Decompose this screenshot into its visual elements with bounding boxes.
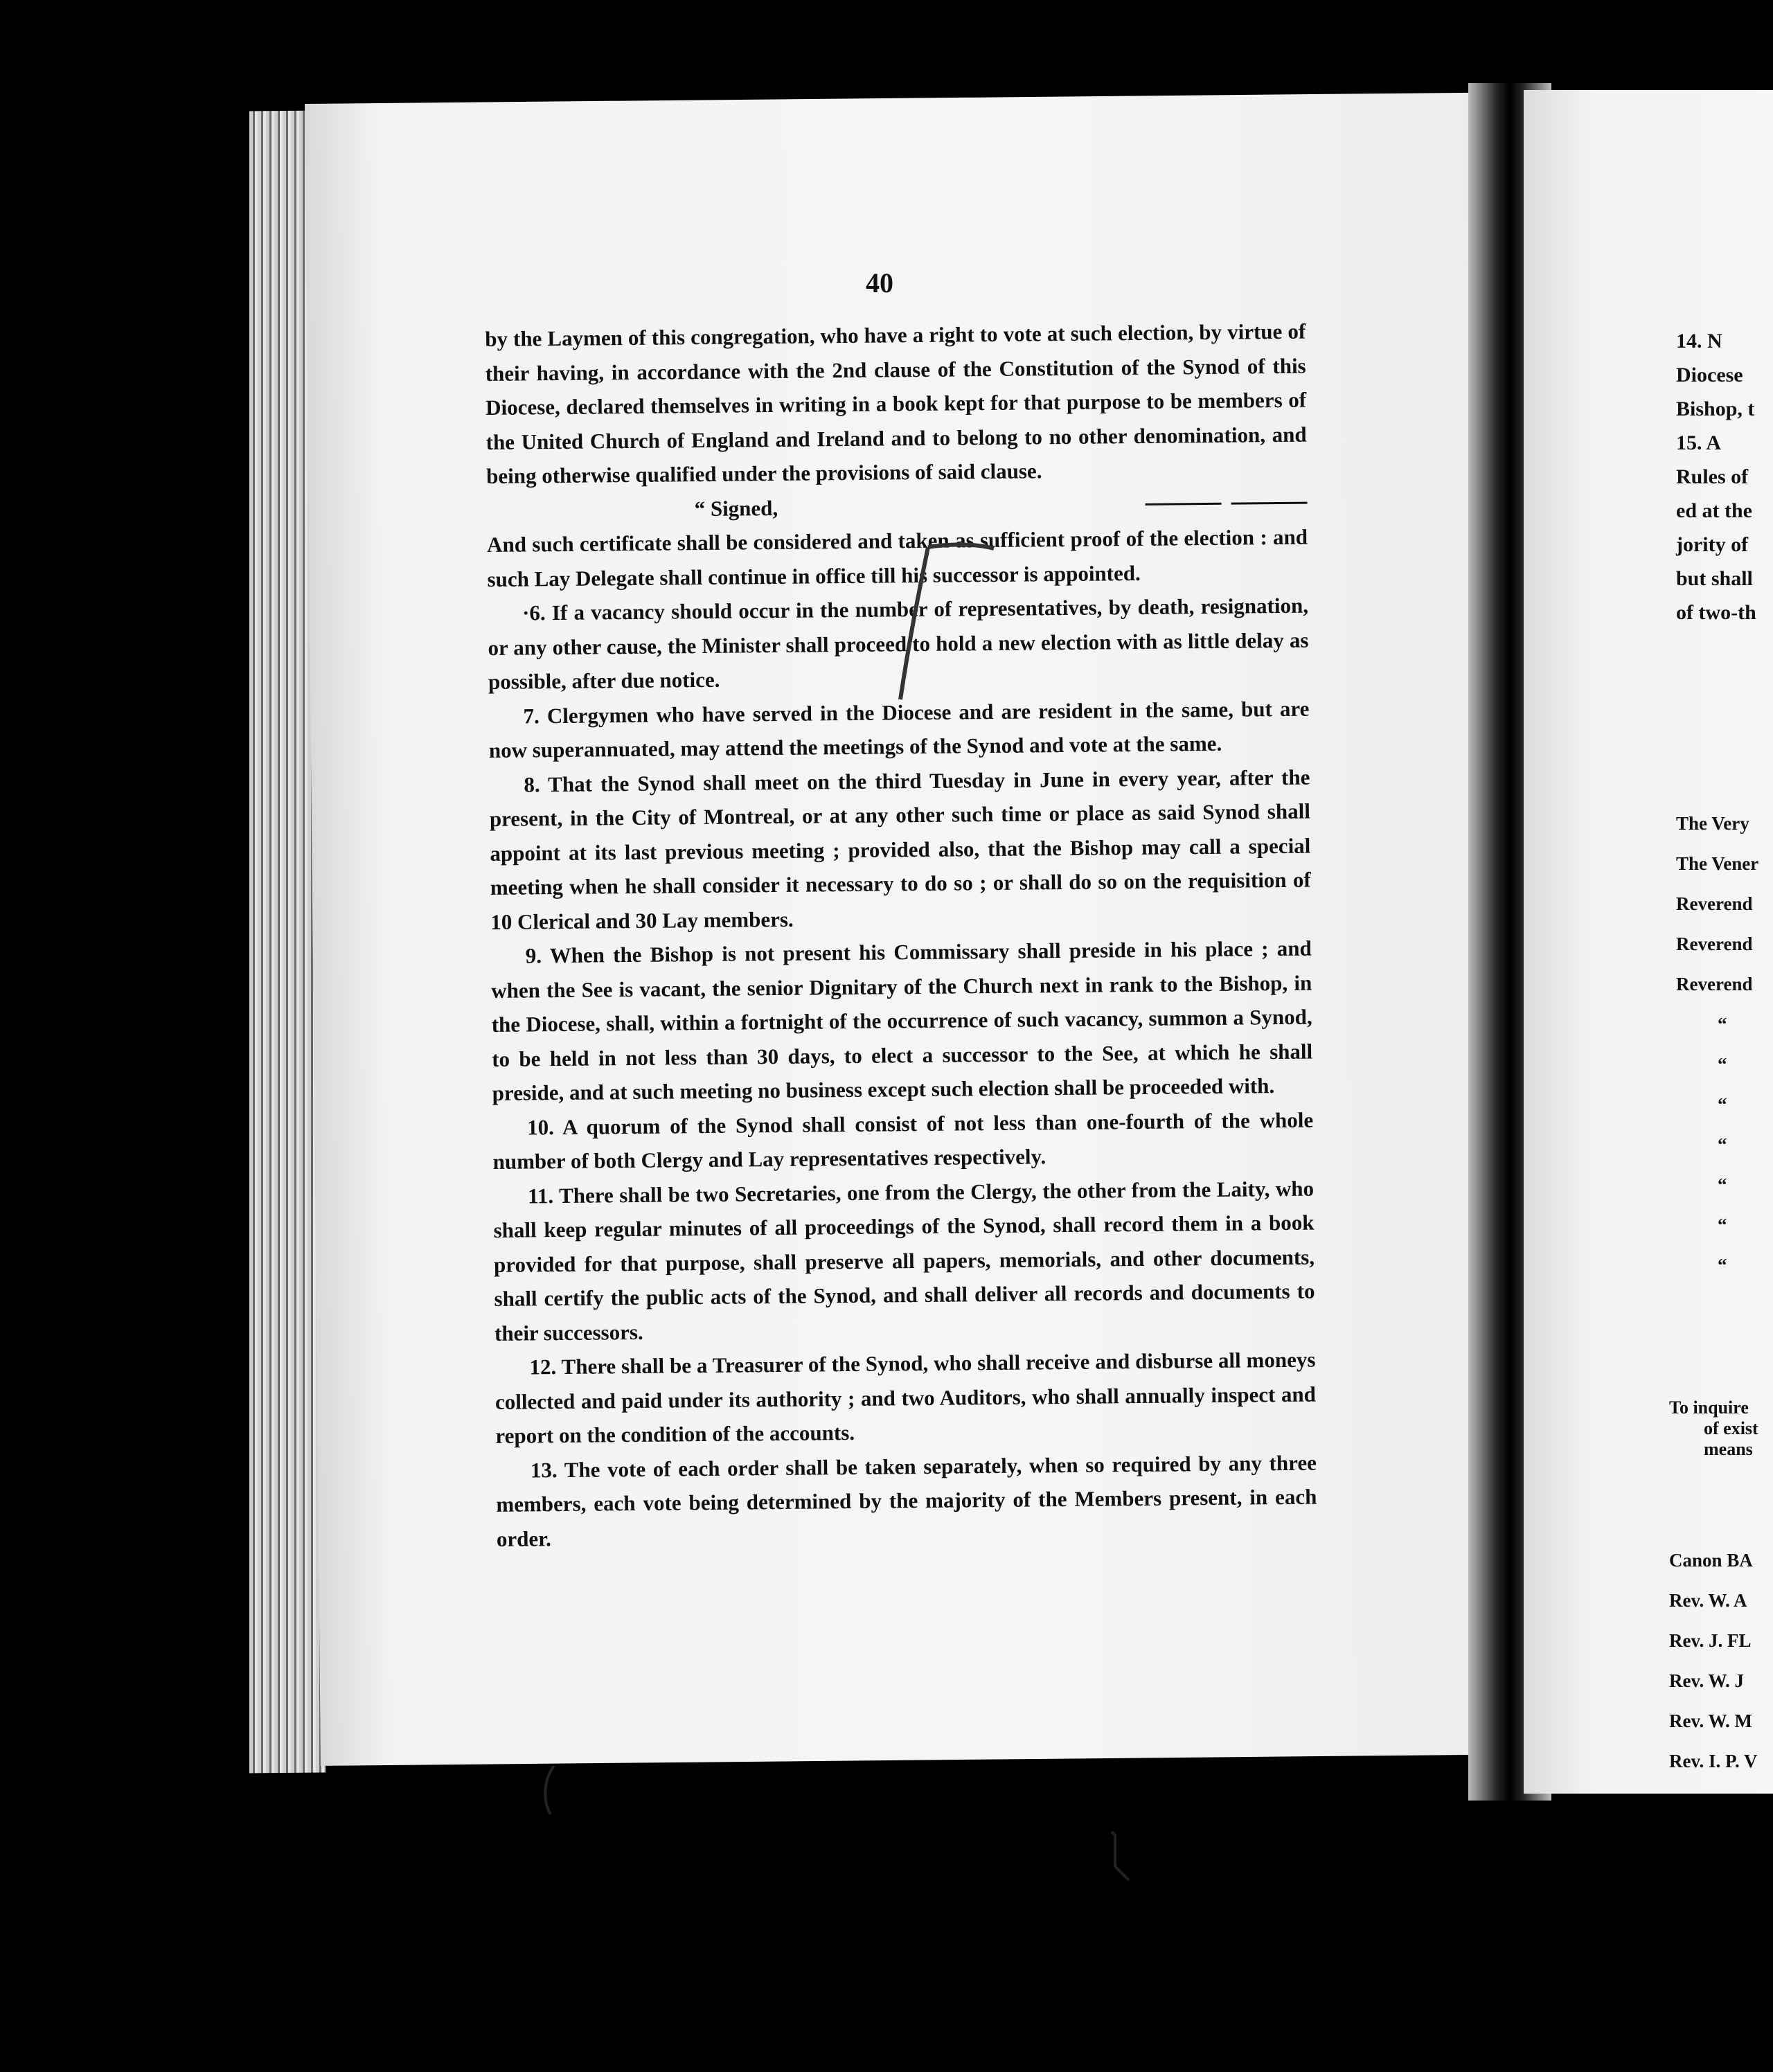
name-item: Rev. W. M — [1669, 1711, 1753, 1731]
list-item: “ — [1718, 1215, 1727, 1235]
name-item: Rev. I. P. V — [1669, 1751, 1758, 1771]
list-item: The Vener — [1676, 853, 1759, 874]
right-line: 14. N — [1676, 330, 1722, 352]
right-line: Rules of — [1676, 465, 1749, 488]
clause-6: ·6. If a vacancy should occur in the number of representatives, by death, resignation, or any other cause, the Minister shall proceed to hold a new election with as little delay as possible, after due notice. — [488, 593, 1309, 694]
list-item: The Very — [1676, 813, 1749, 834]
right-page-clauses — [1676, 324, 1756, 629]
name-item: Rev. J. FL — [1669, 1630, 1752, 1651]
clause-11: 11. There shall be two Secretaries, one from the Clergy, the other from the Laity, who shall keep regular minutes of all proceedings of the Synod, shall record them in a book provided for that purpose, shall preserve all papers, memorials, and other documents, shall certify the public acts of the Synod, and shall deliver all records and documents to their successors. — [493, 1176, 1315, 1346]
list-item: Reverend — [1676, 893, 1753, 914]
left-page-text — [485, 314, 1317, 1556]
committee-line: of exist — [1704, 1418, 1758, 1438]
name-item: Rev. W. J — [1669, 1670, 1745, 1691]
right-line: but shall — [1676, 567, 1753, 590]
clause-9: 9. When the Bishop is not present his Commissary shall preside in his place ; and when the See is vacant, the senior Dignitary of the Church next in rank to the Bishop, in the Diocese, shall, within a fortnight of the occurrence of such vacancy, summon a Synod, to be held in not less than 30 days, to elect a successor to the See, at which he shall preside, and at such meeting no business except such election shall be proceeded with. — [491, 936, 1313, 1105]
list-item: “ — [1718, 1255, 1727, 1276]
certificate-paragraph: And such certificate shall be considered and taken as sufficient proof of the election : and such Lay Delegate shall continue in office till his successor is appointed. — [486, 524, 1308, 591]
handwritten-pencil-mark — [845, 540, 1004, 706]
signature-rule — [1146, 503, 1222, 506]
right-page-officers-list — [1676, 803, 1758, 1285]
committee-line: To inquire — [1669, 1397, 1749, 1418]
pencil-tick-mark — [1108, 1828, 1136, 1884]
signature-rule — [1231, 501, 1308, 504]
list-item: “ — [1718, 1094, 1727, 1115]
list-item: “ — [1718, 1175, 1727, 1195]
clause-12: 12. There shall be a Treasurer of the Synod, who shall receive and disburse all moneys collected and paid under its authority ; and two Auditors, who shall annually inspect and report on the condition of the accounts. — [495, 1347, 1317, 1448]
intro-paragraph: by the Laymen of this congregation, who have a right to vote at such election, by virtue of their having, in accordance with the 2nd clause of the Constitution of the Synod of this Diocese, declared themselves in writing in a book kept for that purpose to be members of the United Church of England and Ireland and to belong to no other denomination, and being otherwise qualified under the provisions of said clause. — [485, 319, 1307, 488]
name-item: Rev. W. A — [1669, 1590, 1747, 1611]
page-number: 40 — [866, 267, 893, 298]
committee-line: means — [1704, 1439, 1753, 1459]
right-line: Diocese — [1676, 364, 1743, 386]
list-item: Reverend — [1676, 974, 1753, 994]
right-page-committee-heading — [1669, 1397, 1758, 1460]
signed-label: “ Signed, — [694, 495, 778, 521]
list-item: “ — [1718, 1134, 1727, 1155]
clause-7: 7. Clergymen who have served in the Diocese and are resident in the same, but are now superannuated, may attend the meetings of the Synod and vote at the same. — [488, 696, 1310, 762]
list-item: “ — [1718, 1054, 1727, 1075]
clause-10: 10. A quorum of the Synod shall consist of not less than one-fourth of the whole number of both Clergy and Lay representatives respectively. — [492, 1107, 1314, 1174]
right-page-committee-names — [1669, 1540, 1758, 1781]
list-item: “ — [1718, 1014, 1727, 1035]
right-line: of two-th — [1676, 601, 1756, 624]
pencil-bracket-mark — [537, 1762, 564, 1818]
list-item: Reverend — [1676, 934, 1753, 954]
right-line: jority of — [1676, 533, 1749, 556]
name-item: Canon BA — [1669, 1550, 1753, 1571]
clause-13: 13. The vote of each order shall be taken separately, when so required by any three members, each vote being determined by the majority of the Members present, in each order. — [496, 1450, 1317, 1551]
right-line: ed at the — [1676, 499, 1752, 522]
right-line: 15. A — [1676, 431, 1722, 454]
clause-8: 8. That the Synod shall meet on the third Tuesday in June in every year, after the present, in the City of Montreal, or at any other such time or place as said Synod shall appoint at its last previous meeting ; provided also, that the Bishop may call a special meeting when he shall consider it necessary to do so ; or shall do so on the requisition of 10 Clerical and 30 Lay members. — [489, 765, 1311, 934]
right-line: Bishop, t — [1676, 398, 1755, 420]
